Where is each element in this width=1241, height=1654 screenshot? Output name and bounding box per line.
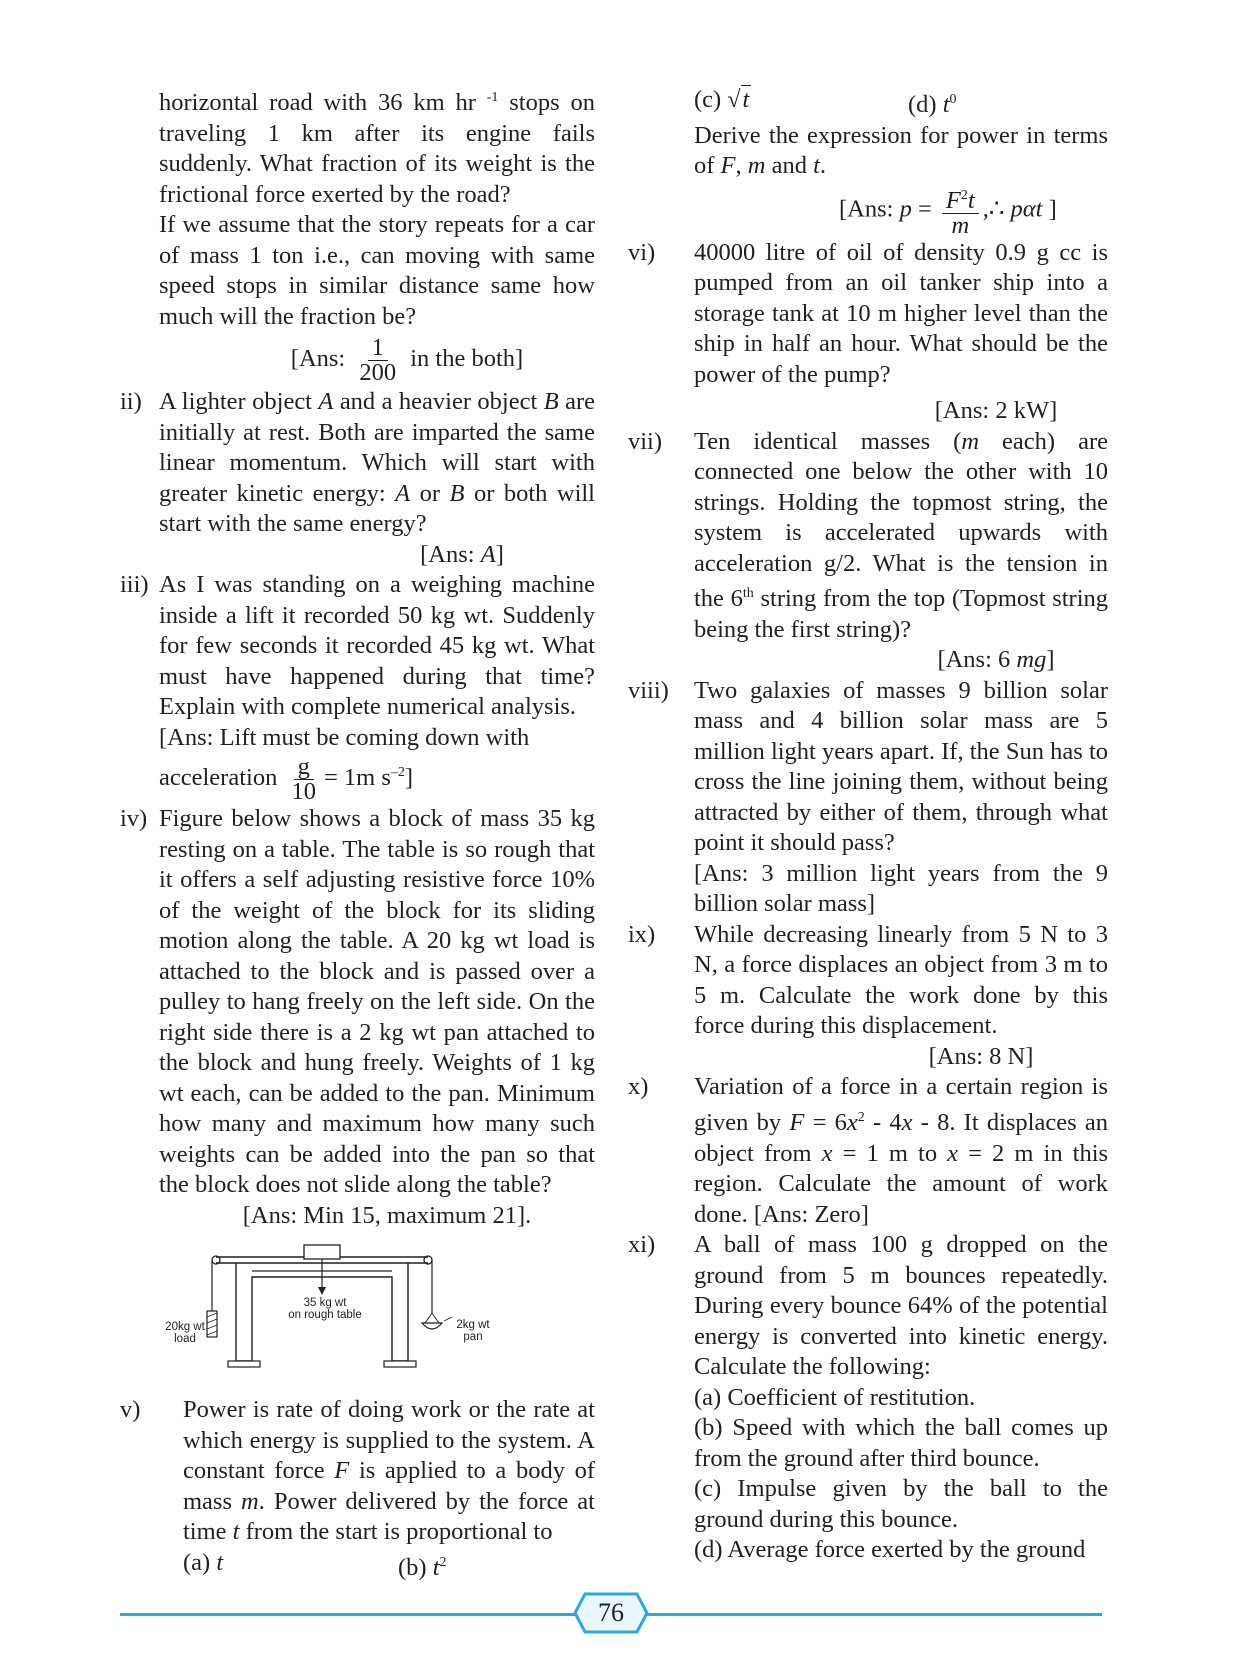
question-ix: [628, 920, 1108, 1073]
answer-iii-fraction: $\frac{g}{10}$: [291, 753, 316, 806]
answer-ii: [Ans: A]: [420, 540, 504, 568]
question-xi: [628, 1230, 1108, 1566]
question-v-derive-text: Derive the expression for power in terms of F, m and t.: [694, 121, 1108, 180]
page-number: 76: [598, 1598, 624, 1627]
question-ix-text: While decreasing linearly from 5 N to 3 N, a force displaces an object from 3 m to 5 m. Calculate the work done by this force during this displacement.: [694, 920, 1108, 1040]
question-number: xi): [628, 1231, 656, 1259]
question-v: [120, 1395, 595, 1583]
question-v-continued: [628, 85, 1108, 238]
answer-v: [Ans: p = $\frac{F^2t}{m}$ ,∴ pαt ]: [694, 184, 1108, 238]
answer-vii: [Ans: 6 mg]: [937, 646, 1055, 674]
question-ii-text: A lighter object A and a heavier object B are initially at rest. Both are imparted the same linear momentum. Which will start with greater kinetic energy: A or B or both will start with the same energy?: [159, 388, 596, 538]
question-iii-text: As I was standing on a weighing machine inside a lift it recorded 50 kg wt. Suddenly for few seconds it recorded 45 kg wt. What must have happened during that time? Explain with complete numerical analysis.: [159, 571, 595, 721]
question-x: [628, 1072, 1108, 1230]
question-xi-part-b: (b) Speed with which the ball comes up from the ground after third bounce.: [694, 1414, 1108, 1472]
question-vii: [628, 427, 1108, 676]
superscript: -1: [486, 90, 499, 105]
answer-iv: [Ans: Min 15, maximum 21].: [242, 1201, 532, 1229]
footer-rule-right: [640, 1613, 1102, 1616]
right-column: [628, 83, 1108, 1566]
question-iii: [120, 570, 595, 804]
answer-vi: [Ans: 2 kW]: [934, 397, 1058, 425]
footer-rule-left: [120, 1613, 582, 1616]
pulley-table-figure: [120, 1239, 595, 1389]
question-viii: [628, 676, 1108, 920]
answer-ix: [Ans: 8 N]: [928, 1042, 1034, 1070]
question-v-text: Power is rate of doing work or the rate at which energy is supplied to the system. A constant force F is applied to a body of mass m. Power delivered by the force at time t from the start is proportional to: [183, 1396, 596, 1546]
answer-i-fraction: $\frac{1}{200}$: [359, 334, 397, 387]
question-number: vii): [628, 427, 663, 455]
question-number: x): [628, 1073, 649, 1101]
question-v-options-ab: [183, 1548, 595, 1584]
question-iv: [120, 804, 595, 1231]
question-xi-text: A ball of mass 100 g dropped on the ground from 5 m bounces repeatedly. During every bounce 64% of the potential energy is converted into kinetic energy. Calculate the following:: [694, 1231, 1108, 1381]
question-vi: [628, 238, 1108, 427]
question-xi-part-a: (a) Coefficient of restitution.: [694, 1383, 976, 1411]
figure-label-load: 20kg wt load: [165, 1321, 205, 1346]
question-x-text: Variation of a force in a certain region is given by $F = 6x^2 - 4x - 8$. It displaces an object from x = 1 m to x = 2 m in this region. Calculate the amount of work done. [Ans: Zero]: [694, 1073, 1109, 1228]
question-i-continued: [120, 83, 595, 385]
option-c: (c) √t: [694, 86, 750, 113]
question-vii-text: Ten identical masses (m each) are connected one below the other with 10 strings. Holding the topmost string, the system is accelerated upwards with acceleration g/2. What is the tension in the 6th string from the top (Topmost string being the first string)?: [694, 427, 1109, 643]
question-number: ii): [120, 388, 142, 416]
question-vi-text: 40000 litre of oil of density 0.9 g cc is pumped from an oil tanker ship into a storage tank at 10 m higher level than the ship in half an hour. What should be the power of the pump?: [694, 238, 1108, 388]
figure-label-block: 35 kg wt on rough table: [288, 1297, 362, 1322]
question-v-options-cd: [694, 85, 1108, 121]
question-number: viii): [628, 676, 669, 704]
question-number: vi): [628, 238, 656, 266]
option-a: (a) t: [183, 1548, 224, 1576]
left-column: [120, 83, 595, 1583]
answer-iii-acceleration: acceleration $\frac{g}{10}$ = 1m $s^{-2}$]: [159, 753, 414, 806]
question-number: iii): [120, 571, 149, 599]
question-xi-part-c: (c) Impulse given by the ball to the ground during this bounce.: [694, 1475, 1108, 1533]
question-number: ix): [628, 920, 656, 948]
option-d: (d) $t^0$: [908, 91, 957, 119]
answer-viii: [Ans: 3 million light years from the 9 billion solar mass]: [694, 859, 1108, 918]
question-xi-part-d: (d) Average force exerted by the ground: [694, 1536, 1086, 1564]
question-i-text-1: horizontal road with 36 km hr $^{-1}$ stops on traveling 1 km after its engine fails suddenly. What fraction of its weight is the frictional force exerted by the road?: [159, 89, 595, 208]
answer-v-fraction: $\frac{F^2t}{m}$: [942, 184, 979, 238]
question-number: v): [120, 1396, 141, 1424]
answer-i: [Ans: $\frac{1}{200}$ in the both]: [290, 334, 524, 387]
answer-iii: [Ans: Lift must be coming down with: [159, 723, 530, 751]
question-ii: [120, 387, 595, 570]
question-number: iv): [120, 805, 148, 833]
option-b: (b) $t^2$: [398, 1553, 447, 1581]
question-iv-text: Figure below shows a block of mass 35 kg resting on a table. The table is so rough that it offers a self adjusting resistive force 10% of the weight of the block for its sliding motion along the table. A 20 kg wt load is attached to the block and is passed over a pulley to hang freely on the left side. On the right side there is a 2 kg wt pan attached to the block and hung freely. Weights of 1 kg wt each, can be added to the pan. Minimum how many and maximum how many such weights can be added into the pan so that the block does not slide along the table?: [159, 805, 595, 1199]
question-viii-text: Two galaxies of masses 9 billion solar mass and 4 billion solar mass are 5 million light years apart. If, the Sun has to cross the line joining them, without being attracted by either of them, through what point it should pass?: [694, 676, 1108, 857]
figure-label-pan: 2kg wt pan: [456, 1319, 490, 1344]
question-i-text-2: If we assume that the story repeats for a car of mass 1 ton i.e., can moving with same speed stops in similar distance same how much will the fraction be?: [159, 211, 595, 330]
